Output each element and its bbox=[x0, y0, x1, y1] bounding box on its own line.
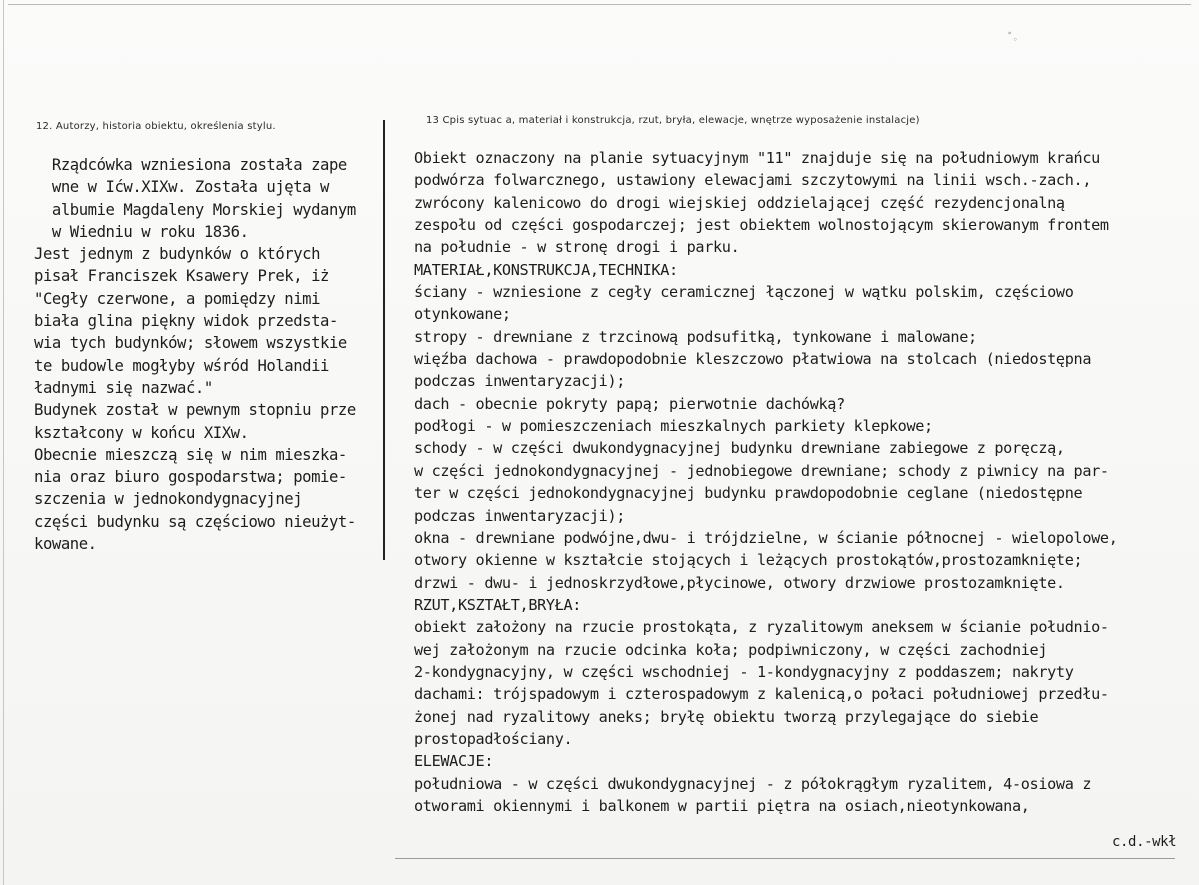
text-line: nia oraz biuro gospodarstwa; pomie- bbox=[34, 468, 347, 487]
bottom-edge-line bbox=[395, 858, 1175, 859]
text-line: na południe - w stronę drogi i parku. bbox=[414, 238, 740, 257]
text-line: schody - w części dwukondygnacyjnej budynku drewniane zabiegowe z poręczą, bbox=[414, 439, 1065, 458]
text-line: więźba dachowa - prawdopodobnie kleszczowo płatwiowa na stolcach (niedostępna bbox=[414, 350, 1092, 369]
section-13-header: 13 Cpis sytuac a, materiał i konstrukcja, rzut, bryła, elewacje, wnętrze wyposażenie instalacje) bbox=[426, 115, 920, 126]
text-line: otynkowane; bbox=[414, 305, 511, 324]
text-line: RZUT,KSZTAŁT,BRYŁA: bbox=[414, 595, 582, 614]
text-line: otworami okiennymi i balkonem w partii piętra na osiach,nieotynkowana, bbox=[414, 796, 1030, 815]
history-text-column bbox=[34, 154, 379, 555]
text-line: południowa - w części dwukondygnacyjnej - z półokrągłym ryzalitem, 4-osiowa z bbox=[414, 774, 1092, 793]
text-line: szczenia w jednokondygnacyjnej bbox=[34, 490, 303, 509]
text-line: drzwi - dwu- i jednoskrzydłowe,płycinowe, otwory drzwiowe prostozamknięte. bbox=[414, 573, 1065, 592]
text-line: podwórza folwarcznego, ustawiony elewacjami szczytowymi na linii wsch.-zach., bbox=[414, 171, 1092, 190]
left-border-line bbox=[3, 0, 4, 885]
text-line: ściany - wzniesione z cegły ceramicznej łączonej w wątku polskim, częściowo bbox=[414, 283, 1074, 302]
text-line: wej założonym na rzucie odcinka koła; podpiwniczony, w części zachodniej bbox=[414, 640, 1048, 659]
text-line: podczas inwentaryzacji); bbox=[414, 506, 626, 525]
text-line: "Cegły czerwone, a pomiędzy nimi bbox=[34, 289, 321, 308]
text-line: Obiekt oznaczony na planie sytuacyjnym "11" znajduje się na południowym krańcu bbox=[414, 149, 1100, 167]
text-line: pisał Franciszek Ksawery Prek, iż bbox=[34, 267, 329, 286]
text-line: zespołu od części gospodarczej; jest obiektem wolnostojącym skierowanym frontem bbox=[414, 216, 1109, 235]
section-12-header: 12. Autorzy, historia obiektu, określenia stylu. bbox=[36, 121, 276, 132]
text-line: kowane. bbox=[34, 535, 97, 554]
text-line: 2-kondygnacyjny, w części wschodniej - 1-kondygnacyjny z poddaszem; nakryty bbox=[414, 662, 1074, 681]
text-line: wne w Ićw.XIXw. Została ujęta w bbox=[34, 178, 329, 197]
top-border-line bbox=[8, 4, 1191, 5]
text-line: w Wiedniu w roku 1836. bbox=[34, 222, 249, 241]
text-line: żonej nad ryzalitowy aneks; bryłę obiektu tworzą przylegające do siebie bbox=[414, 707, 1039, 726]
text-line: MATERIAŁ,KONSTRUKCJA,TECHNIKA: bbox=[414, 260, 678, 279]
text-line: zwrócony kalenicowo do drogi wiejskiej oddzielającej część rezydencjonalną bbox=[414, 193, 1065, 212]
text-line: okna - drewniane podwójne,dwu- i trójdzielne, w ścianie północnej - wielopolowe, bbox=[414, 528, 1118, 547]
text-line: stropy - drewniane z trzcinową podsufitką, tynkowane i malowane; bbox=[414, 327, 977, 346]
text-line: podłogi - w pomieszczeniach mieszkalnych parkiety klepkowe; bbox=[414, 417, 933, 436]
column-divider bbox=[383, 120, 385, 560]
text-line: ładnymi się nazwać." bbox=[34, 378, 213, 397]
text-line: te budowle mogłyby wśród Holandii bbox=[34, 356, 329, 375]
text-line: Jest jednym z budynków o których bbox=[34, 245, 321, 264]
text-line: podczas inwentaryzacji); bbox=[414, 372, 626, 391]
text-line: dach - obecnie pokryty papą; pierwotnie dachówką? bbox=[414, 394, 845, 413]
continued-note: c.d.-wkł bbox=[1112, 834, 1177, 850]
text-line: dachami: trójspadowym i czterospadowym z kalenicą,o połaci południowej przedłu- bbox=[414, 685, 1109, 704]
text-line: kształcony w końcu XIXw. bbox=[34, 423, 249, 442]
text-line: wia tych budynków; słowem wszystkie bbox=[34, 334, 347, 353]
paper-mark: ˚ ◦ bbox=[1003, 31, 1020, 47]
text-line: Obecnie mieszczą się w nim mieszka- bbox=[34, 445, 347, 464]
text-line: Budynek został w pewnym stopniu prze bbox=[34, 401, 356, 420]
text-line: Rządcówka wzniesiona została zape bbox=[34, 156, 347, 174]
text-line: ELEWACJE: bbox=[414, 752, 494, 771]
text-line: albumie Magdaleny Morskiej wydanym bbox=[34, 200, 356, 219]
text-line: w części jednokondygnacyjnej - jednobiegowe drewniane; schody z piwnicy na par- bbox=[414, 461, 1109, 480]
text-line: części budynku są częściowo nieużyt- bbox=[34, 512, 356, 531]
text-line: obiekt założony na rzucie prostokąta, z ryzalitowym aneksem w ścianie południo- bbox=[414, 618, 1109, 637]
text-line: prostopadłościany. bbox=[414, 729, 573, 748]
text-line: otwory okienne w kształcie stojących i leżących prostokątów,prostozamknięte; bbox=[414, 551, 1083, 570]
text-line: ter w części jednokondygnacyjnej budynku prawdopodobnie ceglane (niedostępne bbox=[414, 484, 1083, 503]
description-text-column bbox=[414, 147, 1199, 817]
text-line: biała glina piękny widok przedsta- bbox=[34, 312, 338, 331]
